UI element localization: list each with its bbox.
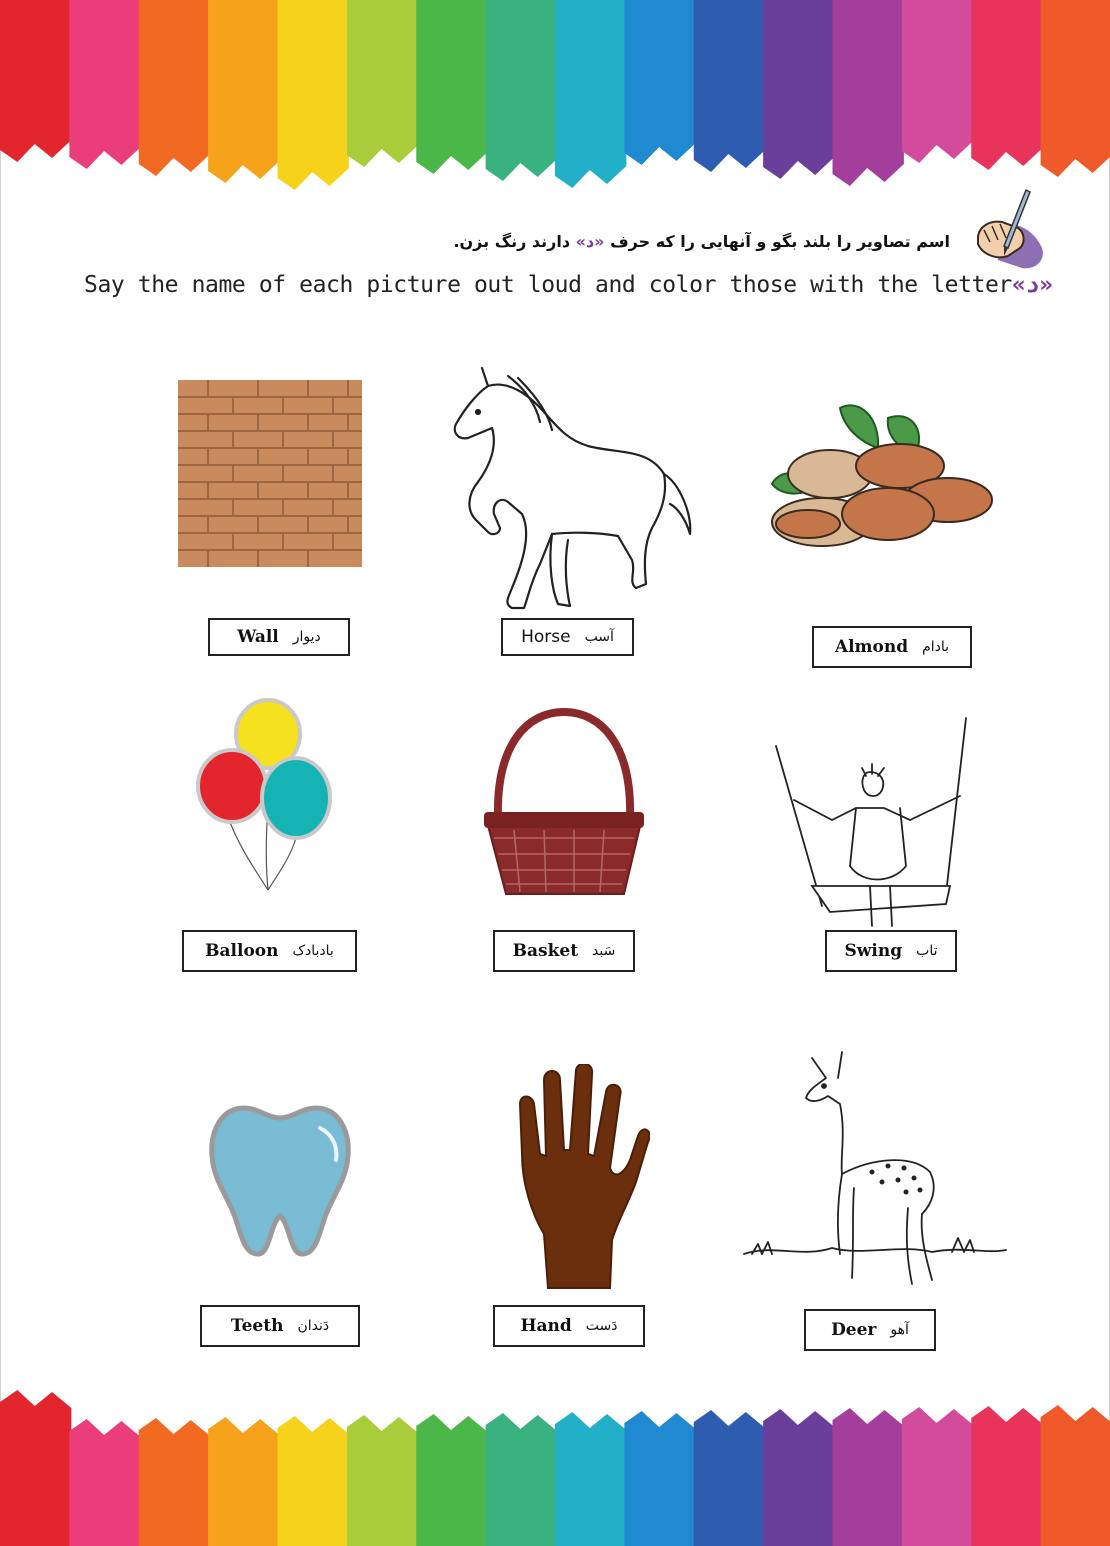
- tooth-picture: [208, 1104, 352, 1258]
- paint-stripe: [555, 1412, 626, 1546]
- paint-stripe: [624, 0, 695, 165]
- paint-stripe: [69, 1419, 140, 1546]
- basket-picture: [484, 706, 644, 896]
- label-basket-fa: سَبد: [592, 943, 616, 959]
- label-hand-en: Hand: [520, 1316, 572, 1336]
- paint-stripe: [416, 1414, 487, 1546]
- label-balloon-fa: بادبادک: [292, 943, 334, 959]
- instruction-english-letter: «د»: [1011, 272, 1054, 298]
- label-balloon: [182, 930, 357, 972]
- label-balloon-en: Balloon: [205, 941, 279, 961]
- instruction-persian-after: دارند رنگ بزن.: [453, 232, 571, 251]
- paint-stripe: [1041, 1405, 1110, 1546]
- label-teeth-fa: دَندان: [297, 1318, 330, 1334]
- paint-stripe: [69, 0, 140, 169]
- paint-stripe: [694, 1410, 765, 1546]
- paint-stripe: [555, 0, 626, 188]
- paint-stripe: [763, 1409, 834, 1546]
- label-horse: [501, 618, 634, 656]
- label-deer-en: Deer: [831, 1320, 877, 1340]
- label-swing: [825, 930, 957, 972]
- label-almond: [812, 626, 972, 668]
- paint-stripe: [694, 0, 765, 172]
- paint-stripe: [208, 0, 279, 183]
- label-horse-fa: آسب: [584, 629, 614, 645]
- deer-picture: [742, 1048, 1008, 1298]
- paint-stripe: [347, 0, 418, 167]
- paint-stripe: [139, 0, 210, 176]
- brick-wall-picture: [178, 380, 362, 567]
- label-wall: [208, 618, 350, 656]
- paint-stripe: [971, 1406, 1042, 1546]
- label-hand-fa: دَست: [585, 1318, 618, 1334]
- label-almond-en: Almond: [834, 637, 909, 657]
- label-almond-fa: بادام: [922, 639, 950, 655]
- paint-stripe: [971, 0, 1042, 170]
- hand-picture: [518, 1064, 650, 1292]
- paint-stripe: [763, 0, 834, 179]
- paint-stripe: [139, 1418, 210, 1546]
- instruction-persian-before: اسم تصاویر را بلند بگو و آنهایی را که حرف: [610, 232, 950, 251]
- paint-stripe: [833, 0, 904, 186]
- swing-picture: [772, 716, 968, 930]
- paint-stripe: [1041, 0, 1110, 177]
- paint-stripe: [416, 0, 487, 174]
- paint-stripe: [833, 1408, 904, 1546]
- instruction-persian-letter: «د»: [575, 232, 605, 251]
- instruction-english-text: Say the name of each picture out loud and color those with the letter: [84, 272, 1012, 298]
- instruction-english: [84, 272, 1053, 298]
- paint-stripe: [278, 1416, 349, 1546]
- paint-stripe: [902, 0, 973, 163]
- paint-stripe: [486, 0, 557, 181]
- label-horse-en: Horse: [521, 627, 571, 647]
- label-deer: [804, 1309, 936, 1351]
- label-teeth-en: Teeth: [230, 1316, 284, 1336]
- paint-stripe: [0, 0, 71, 162]
- top-color-stripes: [0, 0, 1110, 200]
- paint-stripe: [278, 0, 349, 190]
- label-wall-fa: دیوار: [292, 629, 321, 645]
- horse-picture: [448, 364, 694, 612]
- label-swing-fa: تاب: [916, 943, 938, 959]
- almond-picture: [770, 398, 996, 550]
- label-basket-en: Basket: [512, 941, 579, 961]
- writing-hand-icon: [968, 186, 1048, 278]
- paint-stripe: [902, 1407, 973, 1546]
- label-basket: [493, 930, 635, 972]
- label-wall-en: Wall: [237, 627, 279, 647]
- bottom-color-stripes: [0, 1382, 1110, 1546]
- paint-stripe: [0, 1390, 71, 1546]
- paint-stripe: [208, 1417, 279, 1546]
- label-swing-en: Swing: [844, 941, 903, 961]
- balloons-picture: [190, 698, 332, 894]
- label-deer-fa: آهو: [890, 1322, 909, 1338]
- paint-stripe: [624, 1411, 695, 1546]
- paint-stripe: [486, 1413, 557, 1546]
- paint-stripe: [347, 1415, 418, 1546]
- label-teeth: [200, 1305, 360, 1347]
- instruction-persian: [330, 232, 950, 251]
- label-hand: [493, 1305, 645, 1347]
